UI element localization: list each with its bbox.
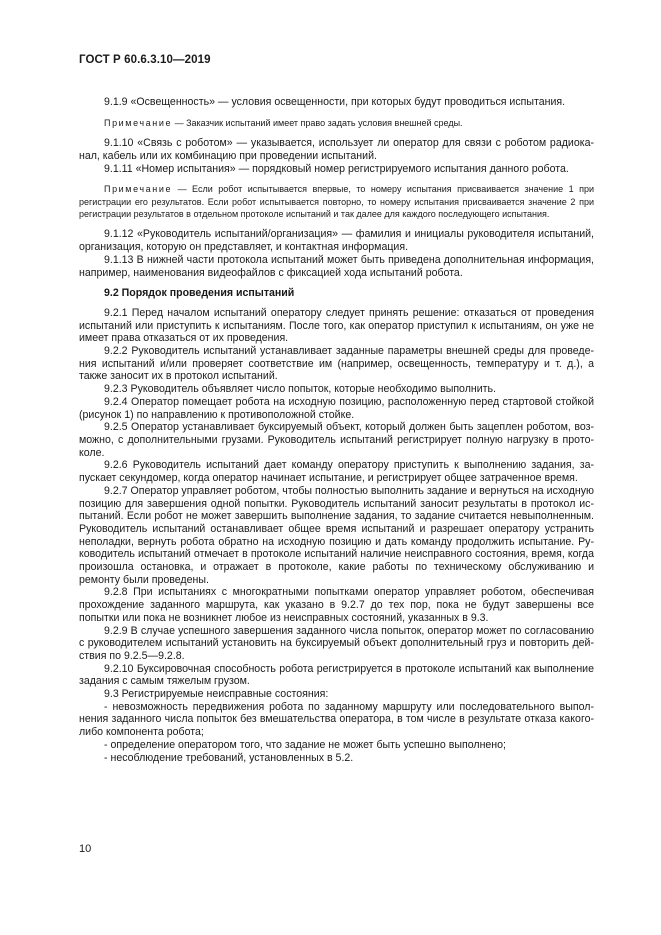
paragraph: 9.2.6 Руководитель испытаний дает команду оператору приступить к выполнению задания, запускает секундомер, когда оператор начинает испытание, и регистрирует общее затраченное время. xyxy=(79,459,594,485)
note-label: Примечание xyxy=(104,117,173,128)
section-title: 9.2 Порядок проведения испытаний xyxy=(104,287,295,300)
note-text: — Если робот испытывается впервые, то номеру испытания присваивается значение 1 при регистрации его результатов. Если робот испытывается повторно, то номеру испытания присваивается значение 2 при регистрации результатов в отдельном протоколе испытаний и так далее для каждого последующего испытания. xyxy=(79,184,594,220)
note-paragraph xyxy=(79,183,594,220)
paragraph: 9.1.12 «Руководитель испытаний/организация» — фамилия и инициалы руководителя испытаний, организация, которую он представляет, и контактная информация. xyxy=(79,228,594,254)
paragraph: 9.2.9 В случае успешного завершения заданного числа попыток, оператор может по согласованию с руководителем испытаний установить на буксируемый объект дополнительный груз и повторить действия по 9.2.5—9.2.8. xyxy=(79,624,594,662)
paragraph: 9.1.9 «Освещенность» — условия освещенности, при которых будут проводиться испытания. xyxy=(104,96,566,108)
document-body xyxy=(79,96,594,764)
paragraph: 9.2.1 Перед началом испытаний оператору следует принять решение: отказаться от проведения испытаний или приступить к испытаниям. После того, как оператор приступил к испытаниям, он уже не имеет права отказаться от их проведения. xyxy=(79,306,594,345)
paragraph: 9.2.3 Руководитель объявляет число попыток, которые необходимо выполнить. xyxy=(104,383,496,396)
paragraph: 9.3 Регистрируемые неисправные состояния: xyxy=(104,688,329,701)
note-text: — Заказчик испытаний имеет право задать условия внешней среды. xyxy=(172,117,463,128)
document-header: ГОСТ Р 60.6.3.10—2019 xyxy=(79,54,211,66)
paragraph: 9.2.5 Оператор устанавливает буксируемый объект, который должен быть зацеплен роботом, возможно, с дополнительными грузами. Руководитель испытаний регистрирует полную нагрузку в протоколе. xyxy=(79,421,594,459)
paragraph: 9.2.7 Оператор управляет роботом, чтобы полностью выполнить задание и вернуться на исходную позицию для завершения одной попытки. Руководитель испытаний заносит результаты в протокол испытаний. Если робот не может завершить выполнение задания, то задание считается невыполненным. Руководитель испытаний останавливает общее время испытаний и разрешает оператору устранить неполадки, вернуть робота обратно на исходную позицию и дать команду продолжить испытание. Руководитель испытаний отмечает в протоколе испытаний наличие неисправного состояния, время, когда произошла остановка, и отражает в протоколе, какие работы по техническому обслуживанию и ремонту были проведены. xyxy=(79,484,594,586)
paragraph: 9.1.11 «Номер испытания» — порядковый номер регистрируемого испытания данного робота. xyxy=(104,162,569,175)
paragraph: 9.1.10 «Связь с роботом» — указывается, использует ли оператор для связи с роботом радиоканал, кабель или их комбинацию при проведении испытаний. xyxy=(79,137,594,162)
paragraph: 9.2.2 Руководитель испытаний устанавливает заданные параметры внешней среды для проведения испытаний и/или проверяет соответствие им (например, освещенность, температуру и т. д.), а также заносит их в протокол испытаний. xyxy=(79,345,594,383)
paragraph: 9.2.4 Оператор помещает робота на исходную позицию, расположенную перед стартовой стойкой (рисунок 1) по направлению к противоположной стойке. xyxy=(79,395,594,421)
paragraph: 9.1.13 В нижней части протокола испытаний может быть приведена дополнительная информация, например, наименования видеофайлов с фиксацией хода испытаний робота. xyxy=(79,253,594,279)
paragraph: 9.2.10 Буксировочная способность робота регистрируется в протоколе испытаний как выполнение задания с самым тяжелым грузом. xyxy=(79,662,594,688)
list-item: - невозможность передвижения робота по заданному маршруту или последовательного выполнения заданного числа попыток без вмешательства оператора, в том числе в результате отказа какого-либо компонента робота; xyxy=(79,700,594,739)
paragraph: 9.2.8 При испытаниях с многократными попытками оператор управляет роботом, обеспечивая прохождение заданного маршрута, как указано в 9.2.7 до тех пор, пока не будут завершены все попытки или пока не возникнет любое из неисправных состояний, указанных в 9.3. xyxy=(79,586,594,624)
note-paragraph xyxy=(79,117,594,129)
note-label: Примечание xyxy=(104,184,173,195)
list-item: - определение оператором того, что задание не может быть успешно выполнено; xyxy=(104,738,506,751)
page-number: 10 xyxy=(79,843,92,855)
list-item: - несоблюдение требований, установленных в 5.2. xyxy=(104,751,354,764)
